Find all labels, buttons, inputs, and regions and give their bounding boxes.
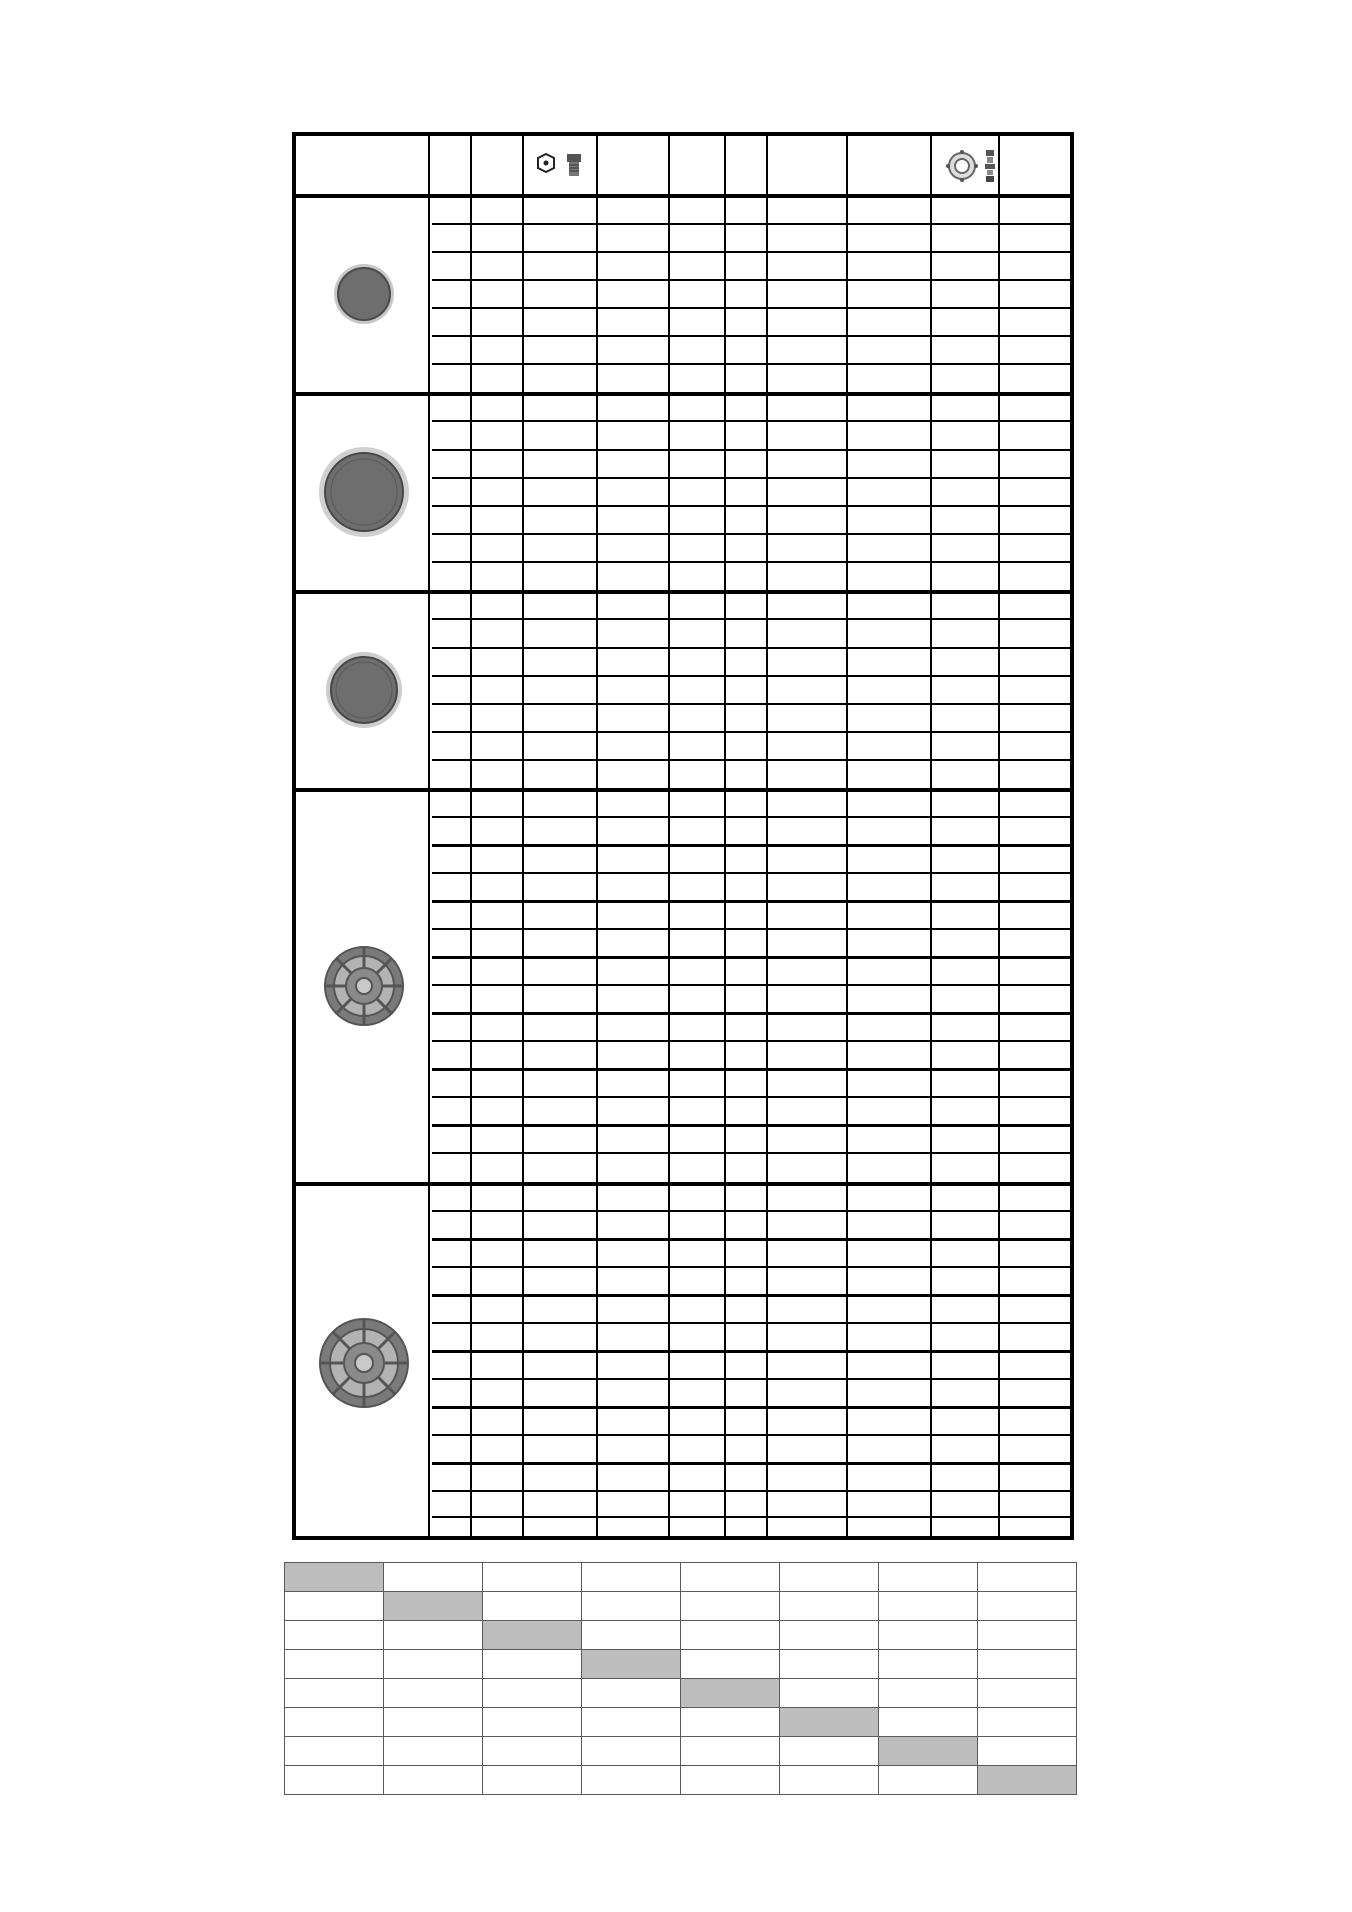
row-divider xyxy=(432,363,1070,365)
matrix-row xyxy=(285,1592,1077,1621)
matrix-cell xyxy=(384,1679,483,1708)
matrix-cell xyxy=(384,1563,483,1592)
small-burner-icon xyxy=(296,196,432,392)
matrix-cell xyxy=(879,1621,978,1650)
medium-burner-icon xyxy=(296,592,432,788)
matrix-cell xyxy=(681,1650,780,1679)
matrix-cell xyxy=(681,1592,780,1621)
matrix-row xyxy=(285,1679,1077,1708)
matrix-row xyxy=(285,1621,1077,1650)
matrix-cell xyxy=(780,1563,879,1592)
row-divider xyxy=(432,1152,1070,1154)
row-divider xyxy=(432,731,1070,733)
row-divider xyxy=(432,1266,1070,1268)
matrix-cell xyxy=(681,1621,780,1650)
nut-injector-icon xyxy=(536,152,588,180)
row-divider xyxy=(432,223,1070,225)
column-divider xyxy=(724,136,726,1536)
matrix-cell-shaded xyxy=(780,1708,879,1737)
row-divider xyxy=(432,1516,1070,1518)
conversion-matrix xyxy=(284,1562,1077,1795)
matrix-cell-shaded xyxy=(978,1766,1077,1795)
column-divider xyxy=(596,136,598,1536)
matrix-cell xyxy=(582,1766,681,1795)
matrix-cell xyxy=(582,1621,681,1650)
matrix-cell xyxy=(483,1679,582,1708)
row-divider xyxy=(432,307,1070,309)
matrix-cell-shaded xyxy=(879,1737,978,1766)
row-divider xyxy=(432,449,1070,451)
row-divider xyxy=(432,477,1070,479)
matrix-cell xyxy=(285,1708,384,1737)
matrix-cell xyxy=(879,1650,978,1679)
matrix-cell xyxy=(384,1708,483,1737)
matrix-cell xyxy=(879,1766,978,1795)
row-divider xyxy=(432,872,1070,874)
row-divider xyxy=(432,647,1070,649)
matrix-cell xyxy=(879,1708,978,1737)
matrix-row xyxy=(285,1563,1077,1592)
matrix-cell xyxy=(285,1766,384,1795)
matrix-cell xyxy=(285,1592,384,1621)
row-divider xyxy=(432,279,1070,281)
column-divider xyxy=(930,136,932,1536)
matrix-cell xyxy=(483,1650,582,1679)
row-divider xyxy=(432,561,1070,563)
matrix-cell xyxy=(978,1621,1077,1650)
matrix-cell xyxy=(285,1737,384,1766)
matrix-cell-shaded xyxy=(483,1621,582,1650)
matrix-cell xyxy=(978,1650,1077,1679)
row-divider xyxy=(432,1490,1070,1492)
matrix-cell xyxy=(681,1563,780,1592)
burner-spec-table xyxy=(292,132,1074,1540)
matrix-cell xyxy=(582,1737,681,1766)
row-divider xyxy=(432,900,1070,903)
row-divider xyxy=(432,844,1070,847)
row-divider xyxy=(432,1350,1070,1353)
matrix-cell xyxy=(285,1679,384,1708)
row-divider xyxy=(432,1124,1070,1127)
matrix-cell xyxy=(483,1563,582,1592)
row-divider xyxy=(432,1210,1070,1212)
matrix-cell xyxy=(483,1737,582,1766)
row-divider xyxy=(432,1378,1070,1380)
wok-burner-icon xyxy=(296,790,432,1182)
row-divider xyxy=(432,533,1070,535)
matrix-cell-shaded xyxy=(384,1592,483,1621)
row-divider xyxy=(432,956,1070,959)
row-divider xyxy=(432,675,1070,677)
matrix-cell xyxy=(978,1563,1077,1592)
row-divider xyxy=(432,1294,1070,1297)
matrix-cell xyxy=(384,1621,483,1650)
row-divider xyxy=(432,1238,1070,1241)
matrix-cell xyxy=(879,1563,978,1592)
row-divider xyxy=(432,1434,1070,1436)
matrix-cell xyxy=(780,1737,879,1766)
burner-parts-icon xyxy=(944,148,998,184)
matrix-cell xyxy=(978,1737,1077,1766)
matrix-cell xyxy=(483,1708,582,1737)
matrix-cell xyxy=(285,1650,384,1679)
row-divider xyxy=(432,505,1070,507)
matrix-cell xyxy=(879,1592,978,1621)
row-divider xyxy=(432,984,1070,986)
column-divider xyxy=(998,136,1000,1536)
matrix-cell xyxy=(681,1766,780,1795)
triple-crown-burner-icon xyxy=(296,1186,432,1540)
row-divider xyxy=(432,1096,1070,1098)
row-divider xyxy=(432,703,1070,705)
matrix-cell xyxy=(978,1708,1077,1737)
matrix-cell xyxy=(384,1737,483,1766)
matrix-cell xyxy=(879,1679,978,1708)
row-divider xyxy=(432,1406,1070,1409)
matrix-cell-shaded xyxy=(285,1563,384,1592)
row-divider xyxy=(432,420,1070,422)
matrix-row xyxy=(285,1737,1077,1766)
matrix-cell xyxy=(978,1679,1077,1708)
matrix-cell xyxy=(780,1650,879,1679)
matrix-row xyxy=(285,1766,1077,1795)
matrix-row xyxy=(285,1708,1077,1737)
matrix-cell xyxy=(582,1708,681,1737)
matrix-cell xyxy=(384,1766,483,1795)
matrix-row xyxy=(285,1650,1077,1679)
matrix-cell xyxy=(780,1766,879,1795)
matrix-cell xyxy=(978,1592,1077,1621)
column-divider xyxy=(470,136,472,1536)
matrix-cell-shaded xyxy=(582,1650,681,1679)
matrix-cell xyxy=(681,1708,780,1737)
matrix-cell-shaded xyxy=(681,1679,780,1708)
column-divider xyxy=(846,136,848,1536)
row-divider xyxy=(432,618,1070,620)
matrix-cell xyxy=(582,1592,681,1621)
row-divider xyxy=(432,928,1070,930)
column-divider xyxy=(668,136,670,1536)
matrix-cell xyxy=(780,1679,879,1708)
matrix-cell xyxy=(384,1650,483,1679)
row-divider xyxy=(432,1068,1070,1071)
matrix-cell xyxy=(582,1563,681,1592)
row-divider xyxy=(432,1012,1070,1015)
row-divider xyxy=(432,1462,1070,1465)
matrix-cell xyxy=(681,1737,780,1766)
row-divider xyxy=(432,335,1070,337)
matrix-cell xyxy=(285,1621,384,1650)
row-divider xyxy=(432,251,1070,253)
matrix-cell xyxy=(780,1592,879,1621)
row-divider xyxy=(432,1040,1070,1042)
column-divider xyxy=(766,136,768,1536)
matrix-cell xyxy=(483,1592,582,1621)
row-divider xyxy=(432,759,1070,761)
column-divider xyxy=(522,136,524,1536)
matrix-cell xyxy=(780,1621,879,1650)
matrix-cell xyxy=(582,1679,681,1708)
row-divider xyxy=(432,816,1070,818)
large-burner-icon xyxy=(296,394,432,590)
row-divider xyxy=(432,1322,1070,1324)
matrix-cell xyxy=(483,1766,582,1795)
